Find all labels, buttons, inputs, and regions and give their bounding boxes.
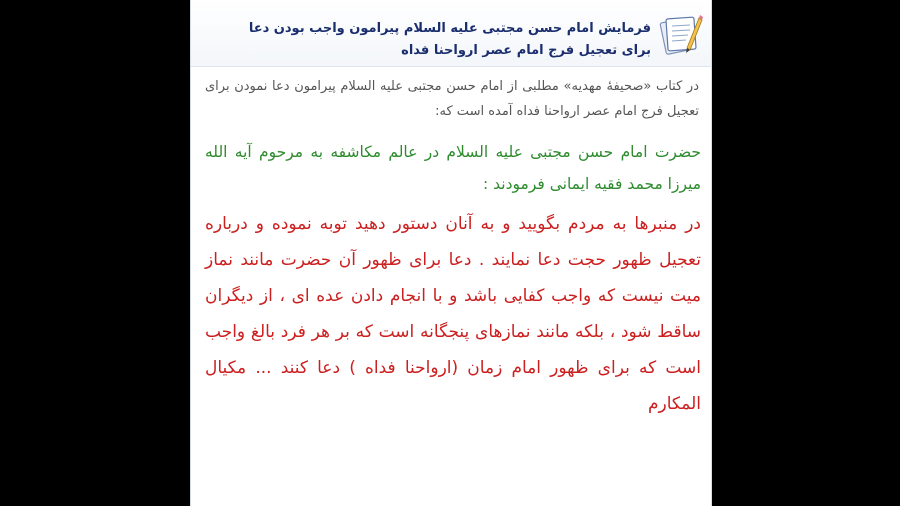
article-body — [205, 74, 701, 422]
article-title: فرمایش امام حسن مجتبی علیه السلام پیرامون واجب بودن دعا برای تعجیل فرج امام عصر ارواحنا فداه — [248, 21, 651, 58]
quote-paragraph: در منبرها به مردم بگویید و به آنان دستور دهید توبه نموده و درباره تعجیل ظهور حجت دعا نمایند . دعا برای ظهور آن حضرت مانند نماز میت نیست که واجب کفایی باشد و با انجام دادن عده ای ، از دیگران ساقط شود ، بلکه مانند نمازهای پنجگانه است که بر هر فرد بالغ واجب است که برای ظهور امام زمان (ارواحنا فداه ) دعا کنند ... مکیال المکارم — [205, 214, 701, 414]
intro-paragraph: در کتاب «صحیفهٔ مهدیه» مطلبی از امام حسن مجتبی علیه السلام پیرامون دعا نمودن برای تعجیل فرج امام عصر ارواحنا فداه آمده است که: — [205, 79, 699, 119]
narration-paragraph: حضرت امام حسن مجتبی علیه السلام در عالم مکاشفه به مرحوم آیه الله میرزا محمد فقیه ایمانی فرمودند : — [205, 143, 701, 193]
document-pencil-icon — [657, 12, 703, 56]
article-header — [191, 0, 712, 67]
article-panel — [190, 0, 712, 506]
